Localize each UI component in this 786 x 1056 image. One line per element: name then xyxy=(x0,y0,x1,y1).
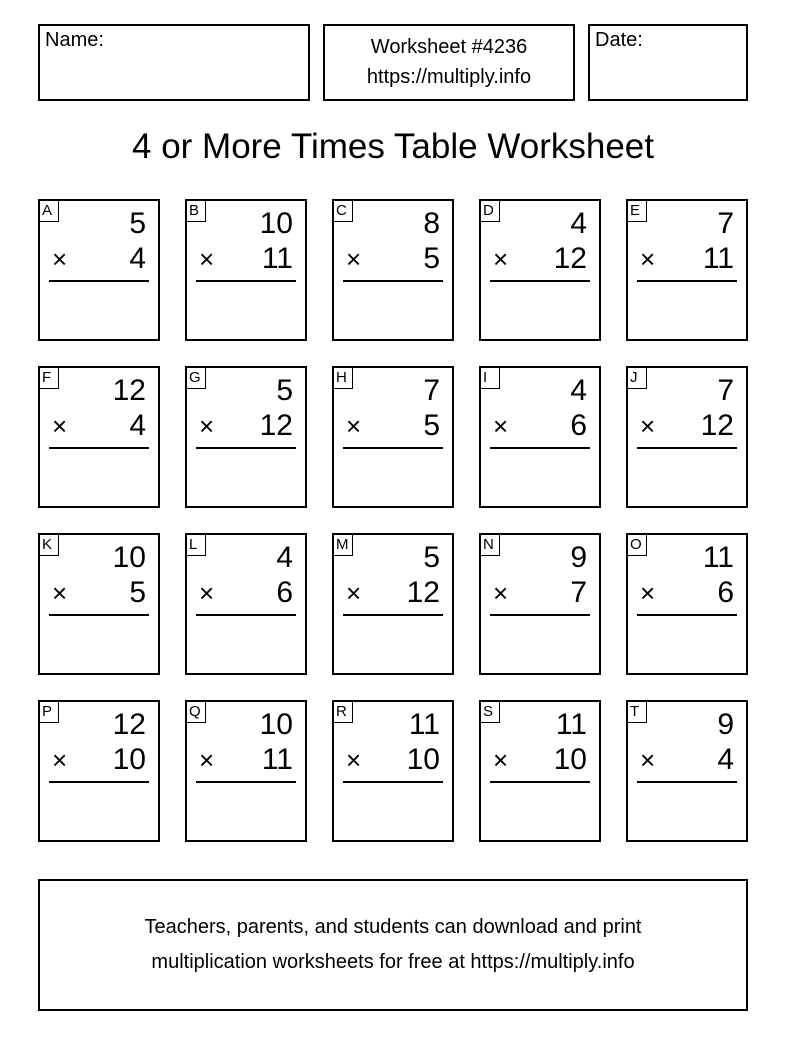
multiply-sign: × xyxy=(52,745,68,775)
problem-multiplier: 5 xyxy=(423,409,440,442)
problem-letter: F xyxy=(39,367,59,389)
problem-letter: E xyxy=(627,200,647,222)
problem-letter: I xyxy=(480,367,500,389)
answer-line xyxy=(343,781,443,783)
problem-card-n xyxy=(479,533,601,675)
multiply-sign: × xyxy=(493,411,509,441)
problem-multiplicand: 9 xyxy=(570,541,587,574)
problem-card-o xyxy=(626,533,748,675)
footer-text-line-2: multiplication worksheets for free at https://multiply.info xyxy=(151,951,635,973)
problem-multiplier: 11 xyxy=(261,743,293,776)
problem-card-p xyxy=(38,700,160,842)
problem-multiplicand: 8 xyxy=(423,207,440,240)
multiply-sign: × xyxy=(199,411,215,441)
answer-line xyxy=(343,447,443,449)
problem-multiplicand: 10 xyxy=(259,207,293,240)
worksheet-number: Worksheet #4236 xyxy=(370,36,528,58)
answer-line xyxy=(343,614,443,616)
problem-letter: C xyxy=(333,200,353,222)
problem-card-s xyxy=(479,700,601,842)
problem-card-i xyxy=(479,366,601,508)
problem-card-t xyxy=(626,700,748,842)
problem-letter: A xyxy=(39,200,59,222)
problem-card-g xyxy=(185,366,307,508)
problem-multiplier: 11 xyxy=(261,242,293,275)
problem-multiplicand: 11 xyxy=(555,708,587,741)
multiply-sign: × xyxy=(346,578,362,608)
problem-multiplier: 7 xyxy=(570,576,587,609)
problem-letter: G xyxy=(186,367,206,389)
multiply-sign: × xyxy=(52,578,68,608)
answer-line xyxy=(637,280,737,282)
answer-line xyxy=(196,781,296,783)
problem-multiplicand: 11 xyxy=(408,708,440,741)
problem-letter: N xyxy=(480,534,500,556)
multiply-sign: × xyxy=(346,745,362,775)
problem-letter: S xyxy=(480,701,500,723)
answer-line xyxy=(49,280,149,282)
multiply-sign: × xyxy=(199,244,215,274)
footer-box xyxy=(38,879,748,1011)
multiply-sign: × xyxy=(199,745,215,775)
answer-line xyxy=(343,280,443,282)
problem-multiplier: 5 xyxy=(423,242,440,275)
problem-multiplier: 6 xyxy=(570,409,587,442)
multiply-sign: × xyxy=(640,578,656,608)
problem-multiplicand: 9 xyxy=(717,708,734,741)
problem-card-c xyxy=(332,199,454,341)
problem-multiplier: 10 xyxy=(406,743,440,776)
multiply-sign: × xyxy=(640,244,656,274)
problem-card-r xyxy=(332,700,454,842)
answer-line xyxy=(490,614,590,616)
page-title: 4 or More Times Table Worksheet xyxy=(132,127,654,166)
worksheet-url: https://multiply.info xyxy=(366,66,532,88)
answer-line xyxy=(490,280,590,282)
problem-multiplier: 4 xyxy=(129,242,146,275)
problem-multiplicand: 7 xyxy=(717,207,734,240)
problem-card-e xyxy=(626,199,748,341)
problem-multiplicand: 5 xyxy=(129,207,146,240)
problem-multiplicand: 7 xyxy=(717,374,734,407)
problem-multiplier: 11 xyxy=(702,242,734,275)
problem-letter: T xyxy=(627,701,647,723)
problem-multiplicand: 10 xyxy=(259,708,293,741)
problem-letter: R xyxy=(333,701,353,723)
problem-card-a xyxy=(38,199,160,341)
problem-card-f xyxy=(38,366,160,508)
multiply-sign: × xyxy=(640,745,656,775)
problem-letter: M xyxy=(333,534,353,556)
answer-line xyxy=(637,447,737,449)
problem-letter: D xyxy=(480,200,500,222)
problem-card-l xyxy=(185,533,307,675)
problem-card-q xyxy=(185,700,307,842)
problem-multiplicand: 12 xyxy=(112,708,146,741)
multiply-sign: × xyxy=(199,578,215,608)
answer-line xyxy=(196,280,296,282)
problem-card-b xyxy=(185,199,307,341)
problem-multiplier: 12 xyxy=(259,409,293,442)
problem-letter: K xyxy=(39,534,59,556)
multiply-sign: × xyxy=(493,244,509,274)
problem-card-h xyxy=(332,366,454,508)
problem-card-m xyxy=(332,533,454,675)
problem-multiplier: 4 xyxy=(129,409,146,442)
problem-letter: H xyxy=(333,367,353,389)
problem-multiplier: 12 xyxy=(700,409,734,442)
problem-multiplier: 4 xyxy=(717,743,734,776)
problem-letter: P xyxy=(39,701,59,723)
answer-line xyxy=(490,781,590,783)
problem-multiplier: 12 xyxy=(406,576,440,609)
problem-card-d xyxy=(479,199,601,341)
problem-card-j xyxy=(626,366,748,508)
problem-card-k xyxy=(38,533,160,675)
multiply-sign: × xyxy=(493,745,509,775)
problem-multiplier: 10 xyxy=(553,743,587,776)
name-label: Name: xyxy=(45,29,104,51)
date-label: Date: xyxy=(595,29,643,51)
problem-multiplicand: 7 xyxy=(423,374,440,407)
problem-letter: J xyxy=(627,367,647,389)
multiply-sign: × xyxy=(493,578,509,608)
problem-multiplicand: 5 xyxy=(276,374,293,407)
problem-multiplicand: 4 xyxy=(570,374,587,407)
problem-letter: B xyxy=(186,200,206,222)
problem-multiplicand: 4 xyxy=(570,207,587,240)
problem-multiplier: 5 xyxy=(129,576,146,609)
problem-multiplier: 6 xyxy=(276,576,293,609)
answer-line xyxy=(490,447,590,449)
answer-line xyxy=(49,614,149,616)
answer-line xyxy=(637,614,737,616)
answer-line xyxy=(196,614,296,616)
answer-line xyxy=(637,781,737,783)
problem-multiplier: 6 xyxy=(717,576,734,609)
problem-letter: L xyxy=(186,534,206,556)
multiply-sign: × xyxy=(346,244,362,274)
multiply-sign: × xyxy=(640,411,656,441)
answer-line xyxy=(196,447,296,449)
problem-letter: Q xyxy=(186,701,206,723)
multiply-sign: × xyxy=(346,411,362,441)
problem-multiplicand: 12 xyxy=(112,374,146,407)
problem-multiplier: 12 xyxy=(553,242,587,275)
answer-line xyxy=(49,781,149,783)
problem-multiplicand: 4 xyxy=(276,541,293,574)
problem-letter: O xyxy=(627,534,647,556)
problem-multiplier: 10 xyxy=(112,743,146,776)
problem-multiplicand: 5 xyxy=(423,541,440,574)
multiply-sign: × xyxy=(52,244,68,274)
answer-line xyxy=(49,447,149,449)
problem-multiplicand: 10 xyxy=(112,541,146,574)
footer-text-line-1: Teachers, parents, and students can download and print xyxy=(144,916,642,938)
problem-multiplicand: 11 xyxy=(702,541,734,574)
multiply-sign: × xyxy=(52,411,68,441)
